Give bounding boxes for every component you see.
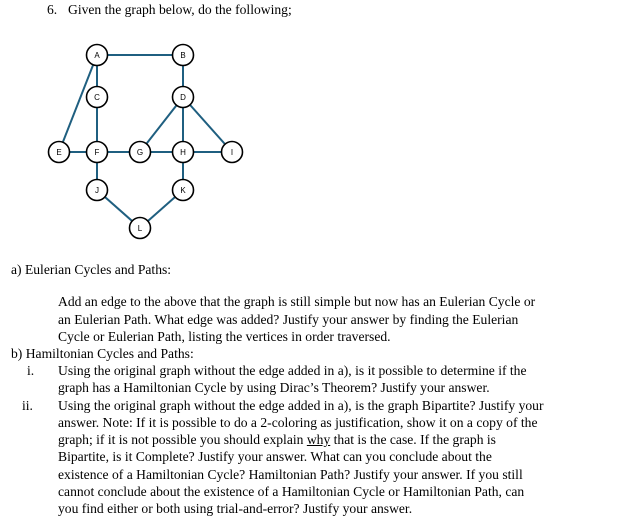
underlined-why: why [306, 432, 331, 447]
node-a-label: A [94, 51, 100, 60]
part-a-line-2: an Eulerian Path. What edge was added? Justify your answer by finding the Eulerian [58, 312, 519, 327]
part-a-line-1: Add an edge to the above that the graph is still simple but now has an Eulerian Cycle or [58, 294, 536, 309]
part-b-ii-line-6: cannot conclude about the existence of a Hamiltonian Cycle or Hamiltonian Path, can [58, 484, 525, 499]
node-i-label: I [230, 148, 234, 157]
node-c-label: C [94, 93, 100, 102]
part-a-heading: a) Eulerian Cycles and Paths: [11, 262, 172, 277]
part-b-ii-line-7: you find either or both using trial-and-error? Justify your answer. [58, 501, 413, 516]
node-e [49, 142, 70, 163]
part-b-i-line-2: graph has a Hamiltonian Cycle by using Dirac’s Theorem? Justify your answer. [58, 380, 490, 395]
part-a-line-3: Cycle or Eulerian Path, listing the vertices in order traversed. [58, 329, 391, 344]
node-a [87, 45, 108, 66]
part-b-i-marker: i. [27, 363, 35, 378]
part-b-ii-line-1: Using the original graph without the edge added in a), is the graph Bipartite? Justify your [58, 398, 544, 413]
node-l-label: L [137, 224, 143, 233]
part-b-ii-marker: ii. [22, 398, 33, 413]
part-b-i-line-1: Using the original graph without the edge added in a), is it possible to determine if the [58, 363, 527, 378]
part-b-ii-line-2: answer. Note: If it is possible to do a 2-coloring as justification, show it on a copy of the [58, 415, 538, 430]
node-j [87, 180, 108, 201]
node-b [173, 45, 194, 66]
node-k-label: K [180, 186, 186, 195]
graph-edges [59, 55, 232, 228]
part-b-ii-line-3-start: graph; if it is not possible you should explain [58, 432, 307, 447]
node-b-label: B [180, 51, 186, 60]
graph-diagram [0, 0, 627, 250]
node-h-label: H [180, 148, 186, 157]
node-f [87, 142, 108, 163]
node-c [87, 87, 108, 108]
node-h [173, 142, 194, 163]
node-i [222, 142, 243, 163]
part-b-ii-line-3-end: that is the case. If the graph is [330, 432, 496, 447]
node-d [173, 87, 194, 108]
question-prompt: Given the graph below, do the following; [68, 2, 292, 17]
part-b-heading: b) Hamiltonian Cycles and Paths: [11, 346, 194, 361]
part-b-ii-line-5: existence of a Hamiltonian Cycle? Hamiltonian Path? Justify your answer. If you still [58, 467, 523, 482]
part-b-ii-line-3 [58, 431, 496, 448]
node-g [130, 142, 151, 163]
node-l [130, 218, 151, 239]
node-j-label: J [95, 186, 99, 195]
question-number: 6. [47, 2, 58, 17]
graph-nodes [49, 45, 243, 239]
part-b-ii-line-4: Bipartite, is it Complete? Justify your answer. What can you conclude about the [58, 449, 492, 464]
node-f-label: F [94, 148, 100, 157]
node-d-label: D [180, 93, 186, 102]
node-k [173, 180, 194, 201]
node-g-label: G [136, 148, 144, 157]
node-e-label: E [56, 148, 62, 157]
